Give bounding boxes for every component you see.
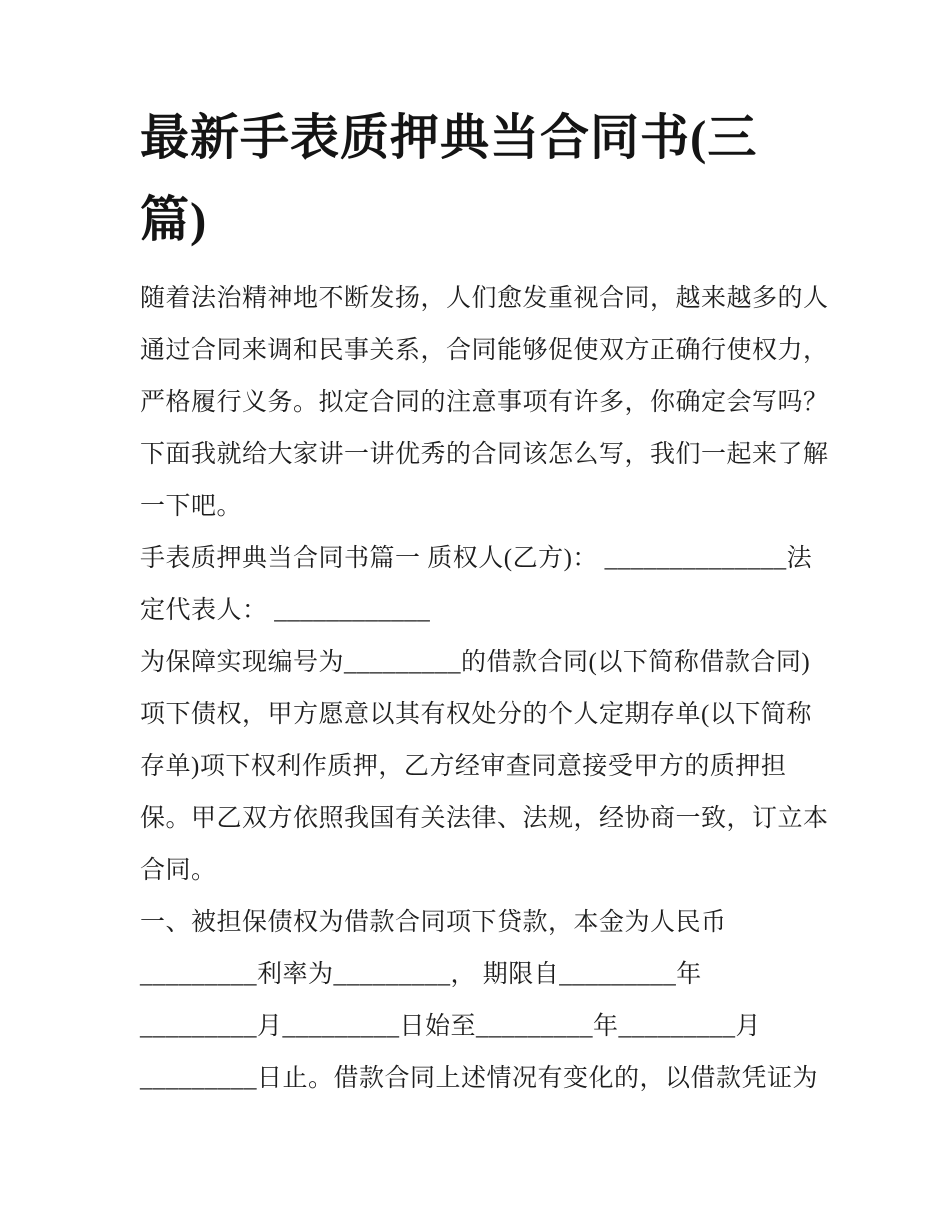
body-line: 下面我就给大家讲一讲优秀的合同该怎么写，我们一起来了解 [140, 441, 829, 468]
body-line: 通过合同来调和民事关系，合同能够促使双方正确行使权力， [140, 337, 829, 364]
body-line: 严格履行义务。拟定合同的注意事项有许多，你确定会写吗？ [140, 389, 829, 416]
body-line: 存单)项下权利作质押，乙方经审查同意接受甲方的质押担 [140, 753, 787, 780]
document-title-line: 篇) [140, 192, 208, 247]
document-content [140, 97, 829, 1105]
body-line: _________利率为_________， 期限自_________年 [140, 961, 702, 988]
body-line: _________日止。借款合同上述情况有变化的，以借款凭证为 [140, 1065, 819, 1092]
body-line: 保。甲乙双方依照我国有关法律、法规，经协商一致，订立本 [140, 805, 829, 832]
body-line: 合同。 [140, 857, 217, 884]
body-line: 定代表人： ____________ [140, 597, 431, 624]
body-line: 一下吧。 [140, 493, 243, 520]
document-body [140, 273, 829, 1105]
body-line: _________月_________日始至_________年_________月 [140, 1013, 762, 1040]
body-line: 项下债权，甲方愿意以其有权处分的个人定期存单(以下简称 [140, 701, 812, 728]
document-title [140, 97, 820, 261]
body-line: 一、被担保债权为借款合同项下贷款，本金为人民币 [140, 909, 727, 936]
document-title-line: 最新手表质押典当合同书(三 [140, 110, 758, 165]
body-line: 手表质押典当合同书篇一 质权人(乙方)： ______________法 [140, 545, 813, 572]
body-line: 随着法治精神地不断发扬，人们愈发重视合同，越来越多的人 [140, 285, 829, 312]
body-line: 为保障实现编号为_________的借款合同(以下简称借款合同) [140, 649, 811, 676]
